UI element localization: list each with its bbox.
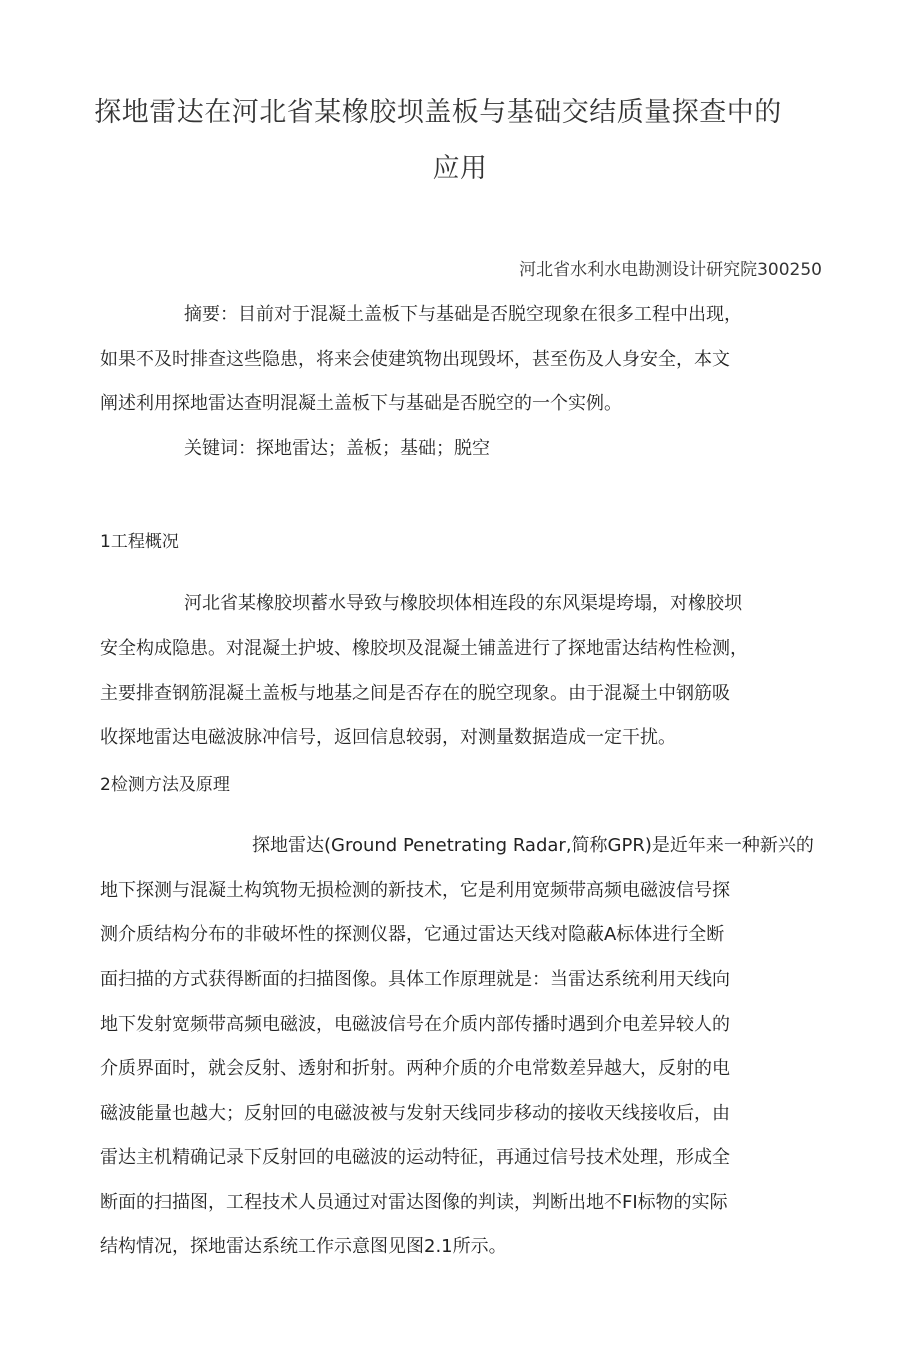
paragraph-line: 测介质结构分布的非破坏性的探测仪器，它通过雷达天线对隐蔽A标体进行全断 <box>100 924 725 945</box>
affiliation: 河北省水利水电勘测设计研究院300250 <box>519 260 822 280</box>
section-1-heading: 1工程概况 <box>100 532 179 552</box>
paragraph-line: 探地雷达(Ground Penetrating Radar,简称GPR)是近年来一种新兴的 <box>252 835 814 856</box>
paragraph-line: 磁波能量也越大；反射回的电磁波被与发射天线同步移动的接收天线接收后，由 <box>100 1103 730 1124</box>
paragraph-line: 主要排查钢筋混凝土盖板与地基之间是否存在的脱空现象。由于混凝土中钢筋吸 <box>100 683 730 704</box>
title-line-2: 应用 <box>432 153 488 184</box>
paragraph-line: 面扫描的方式获得断面的扫描图像。具体工作原理就是：当雷达系统利用天线向 <box>100 969 730 990</box>
paragraph-line: 地下发射宽频带高频电磁波，电磁波信号在介质内部传播时遇到介电差异较人的 <box>100 1014 730 1035</box>
paragraph-line: 河北省某橡胶坝蓄水导致与橡胶坝体相连段的东风渠堤垮塌，对橡胶坝 <box>184 593 742 614</box>
paragraph-line: 雷达主机精确记录下反射回的电磁波的运动特征，再通过信号技术处理，形成全 <box>100 1147 730 1168</box>
paragraph-line: 结构情况，探地雷达系统工作示意图见图2.1所示。 <box>100 1236 507 1257</box>
paragraph-line: 收探地雷达电磁波脉冲信号，返回信息较弱，对测量数据造成一定干扰。 <box>100 727 676 748</box>
keywords: 关键词：探地雷达；盖板；基础；脱空 <box>184 438 490 459</box>
section-2-heading: 2检测方法及原理 <box>100 775 230 795</box>
paragraph-line: 地下探测与混凝土构筑物无损检测的新技术，它是利用宽频带高频电磁波信号探 <box>100 880 730 901</box>
paragraph-line: 断面的扫描图，工程技术人员通过对雷达图像的判读，判断出地不FI标物的实际 <box>100 1192 728 1213</box>
paragraph-line: 介质界面时，就会反射、透射和折射。两种介质的介电常数差异越大，反射的电 <box>100 1058 730 1079</box>
abstract-line: 如果不及时排查这些隐患，将来会使建筑物出现毁坏，甚至伤及人身安全，本文 <box>100 349 730 370</box>
paragraph-line: 安全构成隐患。对混凝土护坡、橡胶坝及混凝土铺盖进行了探地雷达结构性检测， <box>100 638 748 659</box>
title-line-1: 探地雷达在河北省某橡胶坝盖板与基础交结质量探查中的 <box>94 97 782 128</box>
abstract-line: 阐述利用探地雷达查明混凝土盖板下与基础是否脱空的一个实例。 <box>100 393 622 414</box>
abstract-line: 摘要：目前对于混凝土盖板下与基础是否脱空现象在很多工程中出现， <box>184 304 742 325</box>
